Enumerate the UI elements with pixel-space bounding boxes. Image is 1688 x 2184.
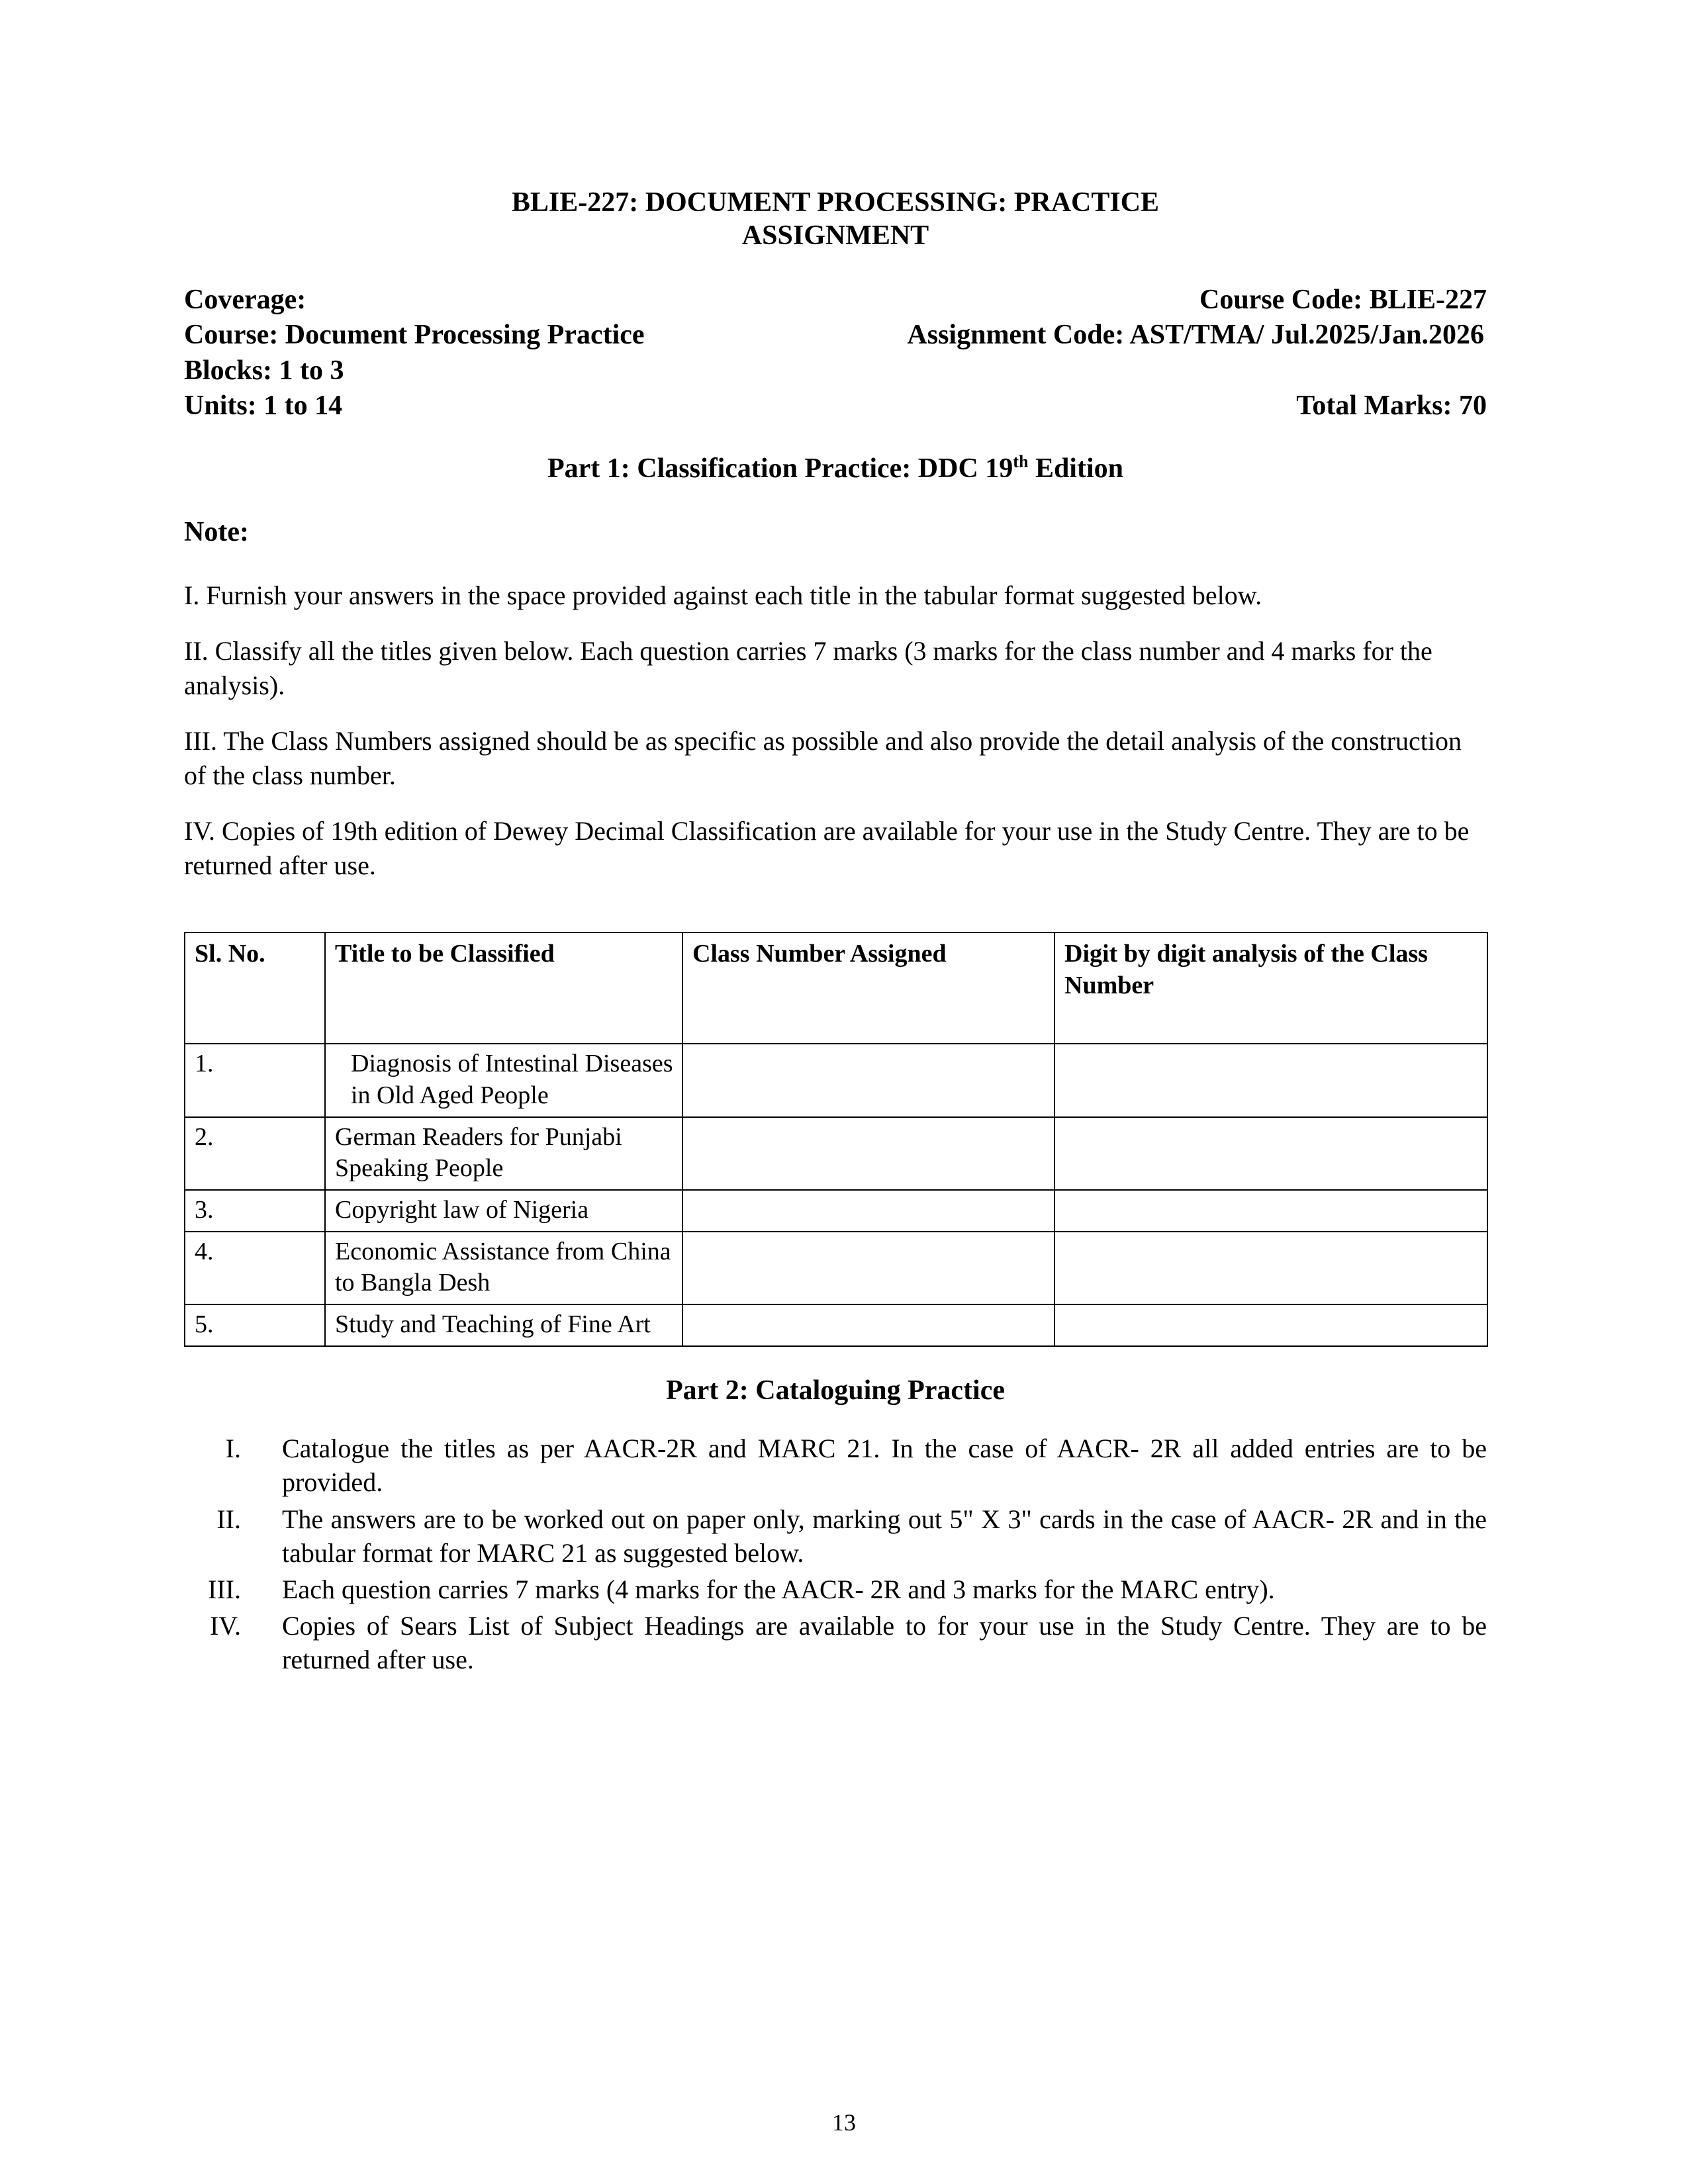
cell-class-number[interactable] <box>682 1190 1055 1232</box>
part2-heading: Part 2: Cataloguing Practice <box>665 1375 1006 1406</box>
list-item-numeral: III. <box>208 1574 241 1605</box>
column-header-analysis: Digit by digit analysis of the Class Number <box>1055 933 1487 1044</box>
note-paragraph-4: IV. Copies of 19th edition of Dewey Decimal Classification are available for your use in the Study Centre. They are to be returned after use. <box>184 816 1470 881</box>
course-label: Course: Document Processing Practice <box>184 320 645 351</box>
list-item-text: Each question carries 7 marks (4 marks for the AACR- 2R and 3 marks for the MARC entry). <box>282 1574 1275 1605</box>
meta-row-coverage <box>184 283 1487 318</box>
column-header-class-number: Class Number Assigned <box>682 933 1055 1044</box>
column-header-title: Title to be Classified <box>325 933 682 1044</box>
part2-list <box>184 1432 1487 1676</box>
units-label: Units: 1 to 14 <box>184 390 343 422</box>
list-item-text: Copies of Sears List of Subject Headings are available to for your use in the Study Centre. They are to be returned after use. <box>282 1611 1487 1675</box>
meta-row-course <box>184 318 1487 353</box>
cell-class-number[interactable] <box>682 1304 1055 1346</box>
page-content <box>184 0 1487 1680</box>
note-label: Note: <box>184 517 249 548</box>
cell-title: Study and Teaching of Fine Art <box>325 1304 682 1346</box>
cell-sl-no: 2. <box>185 1117 325 1190</box>
cell-sl-no: 3. <box>185 1190 325 1232</box>
note-paragraph-1: I. Furnish your answers in the space provided against each title in the tabular format suggested below. <box>184 580 1262 611</box>
cell-title: Economic Assistance from China to Bangla Desh <box>325 1232 682 1304</box>
coverage-label: Coverage: <box>184 285 306 316</box>
course-code: Course Code: BLIE-227 <box>1199 285 1487 316</box>
cell-analysis[interactable] <box>1055 1232 1487 1304</box>
note-paragraph-3: III. The Class Numbers assigned should be as specific as possible and also provide the detail analysis of the construction of the class number. <box>184 726 1462 791</box>
table-row <box>185 1232 1487 1304</box>
cell-class-number[interactable] <box>682 1232 1055 1304</box>
cell-title: Copyright law of Nigeria <box>325 1190 682 1232</box>
list-item-text: Catalogue the titles as per AACR-2R and MARC 21. In the case of AACR- 2R all added entries are to be provided. <box>282 1433 1487 1498</box>
part1-heading <box>184 453 1487 484</box>
list-item-text: The answers are to be worked out on paper only, marking out 5" X 3" cards in the case of AACR- 2R and in the tabular format for MARC 21 as suggested below. <box>282 1504 1487 1568</box>
meta-row-units <box>184 388 1487 424</box>
part1-heading-tail: Edition <box>1028 453 1123 484</box>
cell-analysis[interactable] <box>1055 1304 1487 1346</box>
list-item-numeral: I. <box>225 1433 241 1464</box>
assignment-code: Assignment Code: AST/TMA/ Jul.2025/Jan.2026 <box>907 320 1484 351</box>
cell-sl-no: 1. <box>185 1044 325 1116</box>
cell-analysis[interactable] <box>1055 1190 1487 1232</box>
column-header-sl-no: Sl. No. <box>185 933 325 1044</box>
blocks-label: Blocks: 1 to 3 <box>184 355 344 386</box>
cell-analysis[interactable] <box>1055 1044 1487 1116</box>
classification-table-wrapper <box>184 932 1487 1347</box>
list-item <box>184 1432 1487 1499</box>
cell-class-number[interactable] <box>682 1044 1055 1116</box>
table-body <box>185 1044 1487 1346</box>
table-header-row <box>185 933 1487 1044</box>
total-marks: Total Marks: 70 <box>1296 390 1487 422</box>
list-item <box>184 1572 1487 1606</box>
table-row <box>185 1044 1487 1116</box>
course-meta-block <box>184 283 1487 424</box>
page-number: 13 <box>832 2109 856 2136</box>
note-paragraph-2: II. Classify all the titles given below. Each question carries 7 marks (3 marks for the class number and 4 marks for the analysis). <box>184 636 1432 701</box>
table-row <box>185 1117 1487 1190</box>
table-row <box>185 1190 1487 1232</box>
table-row <box>185 1304 1487 1346</box>
meta-row-blocks <box>184 353 1487 388</box>
title-line-2: ASSIGNMENT <box>741 220 929 251</box>
page-title <box>184 187 1487 252</box>
cell-sl-no: 5. <box>185 1304 325 1346</box>
list-item <box>184 1609 1487 1676</box>
table-header <box>185 933 1487 1044</box>
list-item <box>184 1502 1487 1570</box>
list-item-numeral: II. <box>216 1504 241 1534</box>
part1-heading-main: Part 1: Classification Practice: DDC 19 <box>547 453 1013 484</box>
cell-title: German Readers for Punjabi Speaking People <box>325 1117 682 1190</box>
part1-heading-superscript: th <box>1013 452 1029 472</box>
list-item-numeral: IV. <box>209 1611 241 1641</box>
cell-sl-no: 4. <box>185 1232 325 1304</box>
title-line-1: BLIE-227: DOCUMENT PROCESSING: PRACTICE <box>511 187 1160 218</box>
cell-title: Diagnosis of Intestinal Diseases in Old Aged People <box>325 1044 682 1116</box>
cell-analysis[interactable] <box>1055 1117 1487 1190</box>
classification-table <box>184 932 1488 1347</box>
cell-class-number[interactable] <box>682 1117 1055 1190</box>
